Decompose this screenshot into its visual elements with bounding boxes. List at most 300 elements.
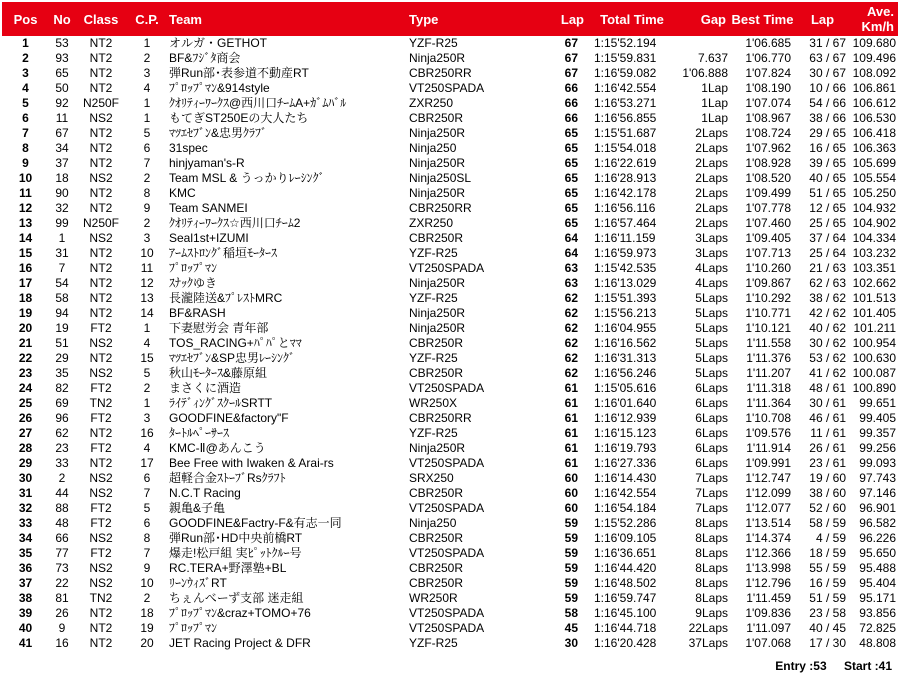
cell-cp: 17 bbox=[140, 456, 154, 470]
cell-pos: 23 bbox=[18, 366, 33, 380]
cell-cp: 6 bbox=[143, 471, 151, 485]
cell-no: 92 bbox=[55, 96, 69, 110]
cell-pos: 40 bbox=[18, 621, 33, 635]
cell-best-time: 1'12.099 bbox=[745, 486, 791, 500]
cell-pos: 28 bbox=[18, 441, 33, 455]
cell-best-time: 1'14.374 bbox=[745, 531, 791, 545]
cell-cp: 20 bbox=[140, 636, 154, 650]
cell-class: NS2 bbox=[89, 111, 113, 125]
cell-class: FT2 bbox=[90, 441, 112, 455]
table-row bbox=[2, 531, 898, 546]
cell-lap: 58 bbox=[564, 606, 578, 620]
cell-ave-kmh: 97.743 bbox=[859, 471, 896, 485]
cell-pos: 6 bbox=[22, 111, 29, 125]
cell-pos: 4 bbox=[22, 81, 29, 95]
cell-pos: 34 bbox=[18, 531, 33, 545]
cell-team: オルガ・GETHOT bbox=[169, 36, 267, 50]
cell-gap: 4Laps bbox=[695, 261, 728, 275]
cell-cp: 6 bbox=[143, 141, 151, 155]
cell-total-time: 1:15'51.687 bbox=[594, 126, 657, 140]
cell-pos: 36 bbox=[18, 561, 33, 575]
cell-type: VT250SPADA bbox=[409, 606, 485, 620]
cell-gap: 2Laps bbox=[695, 126, 728, 140]
cell-pos: 41 bbox=[18, 636, 33, 650]
cell-total-time: 1:15'54.018 bbox=[594, 141, 657, 155]
cell-total-time: 1:16'56.855 bbox=[594, 111, 657, 125]
cell-pos: 9 bbox=[22, 156, 29, 170]
cell-no: 29 bbox=[55, 351, 69, 365]
cell-lap: 60 bbox=[564, 501, 578, 515]
cell-no: 19 bbox=[55, 321, 69, 335]
cell-team: N.C.T Racing bbox=[169, 486, 241, 500]
cell-class: NT2 bbox=[89, 306, 113, 320]
cell-team: hinjyaman's-R bbox=[169, 156, 245, 170]
cell-pos: 20 bbox=[18, 321, 33, 335]
cell-class: NT2 bbox=[89, 156, 113, 170]
table-row bbox=[2, 606, 898, 621]
cell-best-time: 1'11.558 bbox=[746, 336, 791, 350]
cell-no: 2 bbox=[58, 471, 66, 485]
cell-no: 51 bbox=[55, 336, 69, 350]
cell-pos: 13 bbox=[18, 216, 33, 230]
table-row bbox=[2, 81, 898, 96]
cell-lap: 63 bbox=[564, 261, 578, 275]
cell-cp: 8 bbox=[143, 531, 151, 545]
cell-class: NS2 bbox=[89, 471, 113, 485]
cell-best-lap: 48 / 61 bbox=[809, 381, 846, 395]
cell-best-lap: 39 / 65 bbox=[809, 156, 846, 170]
cell-lap: 61 bbox=[564, 441, 578, 455]
cell-ave-kmh: 96.901 bbox=[859, 501, 896, 515]
cell-type: CBR250R bbox=[409, 111, 464, 125]
table-row bbox=[2, 51, 898, 66]
cell-best-time: 1'06.685 bbox=[745, 36, 791, 50]
cell-best-time: 1'08.967 bbox=[745, 111, 791, 125]
cell-cp: 1 bbox=[143, 396, 151, 410]
header-row bbox=[2, 2, 898, 36]
cell-best-lap: 55 / 59 bbox=[809, 561, 846, 575]
cell-best-time: 1'09.991 bbox=[745, 456, 791, 470]
results-table bbox=[2, 2, 898, 651]
cell-no: 66 bbox=[55, 531, 69, 545]
cell-no: 77 bbox=[55, 546, 69, 560]
cell-total-time: 1:16'48.502 bbox=[594, 576, 657, 590]
cell-ave-kmh: 104.902 bbox=[852, 216, 896, 230]
cell-total-time: 1:16'04.955 bbox=[594, 321, 657, 335]
cell-gap: 5Laps bbox=[695, 336, 728, 350]
cell-team: 弾Run部･表参道不動産RT bbox=[169, 66, 309, 80]
cell-total-time: 1:16'59.747 bbox=[594, 591, 657, 605]
cell-cp: 3 bbox=[143, 411, 151, 425]
cell-pos: 14 bbox=[18, 231, 33, 245]
cell-gap: 3Laps bbox=[695, 231, 728, 245]
cell-type: ZXR250 bbox=[409, 216, 454, 230]
cell-best-time: 1'13.998 bbox=[745, 561, 791, 575]
cell-type: CBR250RR bbox=[409, 201, 472, 215]
cell-best-lap: 30 / 62 bbox=[809, 336, 846, 350]
header-team: Team bbox=[169, 11, 202, 27]
cell-gap: 5Laps bbox=[695, 366, 728, 380]
cell-type: Ninja250R bbox=[409, 321, 466, 335]
cell-best-lap: 18 / 59 bbox=[809, 546, 846, 560]
cell-best-time: 1'10.771 bbox=[745, 306, 791, 320]
cell-best-time: 1'08.520 bbox=[745, 171, 791, 185]
cell-gap: 7Laps bbox=[695, 471, 728, 485]
cell-lap: 62 bbox=[564, 336, 578, 350]
cell-no: 9 bbox=[58, 621, 66, 635]
cell-team: 31spec bbox=[169, 141, 208, 155]
cell-pos: 26 bbox=[18, 411, 33, 425]
cell-pos: 24 bbox=[18, 381, 33, 395]
cell-type: CBR250R bbox=[409, 531, 464, 545]
cell-ave-kmh: 101.405 bbox=[852, 306, 896, 320]
cell-lap: 59 bbox=[564, 591, 578, 605]
cell-cp: 2 bbox=[143, 381, 151, 395]
cell-ave-kmh: 93.856 bbox=[859, 606, 896, 620]
header-ave: Ave. bbox=[867, 4, 894, 19]
cell-lap: 65 bbox=[564, 216, 578, 230]
table-row bbox=[2, 66, 898, 81]
cell-best-lap: 38 / 60 bbox=[809, 486, 846, 500]
cell-team: RC.TERA+野澤塾+BL bbox=[169, 561, 287, 575]
cell-type: Ninja250 bbox=[409, 141, 457, 155]
cell-ave-kmh: 99.357 bbox=[859, 426, 896, 440]
table-row bbox=[2, 186, 898, 201]
cell-team: ﾗｲﾃﾞｨﾝｸﾞｽｸｰﾙSRTT bbox=[169, 396, 273, 410]
cell-best-lap: 17 / 30 bbox=[809, 636, 846, 650]
cell-ave-kmh: 101.513 bbox=[852, 291, 896, 305]
cell-best-time: 1'07.068 bbox=[745, 636, 791, 650]
cell-best-lap: 12 / 65 bbox=[809, 201, 846, 215]
cell-class: NT2 bbox=[89, 36, 113, 50]
table-row bbox=[2, 291, 898, 306]
cell-best-time: 1'07.778 bbox=[745, 201, 791, 215]
cell-best-time: 1'12.796 bbox=[745, 576, 791, 590]
cell-team: まさくに酒造 bbox=[169, 381, 242, 395]
cell-cp: 10 bbox=[140, 576, 154, 590]
cell-cp: 2 bbox=[143, 591, 151, 605]
cell-lap: 61 bbox=[564, 381, 578, 395]
cell-best-lap: 25 / 65 bbox=[809, 216, 846, 230]
cell-team: 爆走!松戸組 実ﾋﾟｯﾄｸﾙｰ号 bbox=[169, 546, 302, 560]
cell-team: ﾏﾂｴｾﾌﾞﾝ&SP忠男ﾚｰｼﾝｸﾞ bbox=[169, 351, 296, 365]
cell-no: 31 bbox=[55, 246, 69, 260]
cell-cp: 12 bbox=[140, 276, 154, 290]
cell-team: ﾌﾟﾛｯﾌﾟﾏﾝ&914style bbox=[169, 81, 270, 95]
cell-type: Ninja250SL bbox=[409, 171, 472, 185]
cell-best-time: 1'09.836 bbox=[745, 606, 791, 620]
cell-gap: 6Laps bbox=[695, 456, 728, 470]
cell-cp: 1 bbox=[143, 111, 151, 125]
cell-team: 長瀧陸送&ﾌﾟﾚｽﾄMRC bbox=[169, 291, 283, 305]
cell-pos: 12 bbox=[18, 201, 33, 215]
cell-pos: 29 bbox=[18, 456, 33, 470]
cell-total-time: 1:16'56.116 bbox=[594, 201, 656, 215]
cell-ave-kmh: 104.334 bbox=[852, 231, 896, 245]
cell-best-time: 1'07.824 bbox=[745, 66, 791, 80]
cell-best-time: 1'08.928 bbox=[745, 156, 791, 170]
cell-no: 1 bbox=[58, 231, 66, 245]
cell-lap: 65 bbox=[564, 171, 578, 185]
cell-gap: 6Laps bbox=[695, 426, 728, 440]
cell-type: YZF-R25 bbox=[409, 426, 458, 440]
table-row bbox=[2, 516, 898, 531]
cell-class: NT2 bbox=[89, 621, 113, 635]
cell-gap: 8Laps bbox=[695, 546, 728, 560]
cell-team: ﾌﾟﾛｯﾌﾟﾏﾝ bbox=[169, 621, 218, 635]
cell-cp: 2 bbox=[143, 51, 151, 65]
cell-total-time: 1:16'14.430 bbox=[594, 471, 657, 485]
cell-team: ｽﾅｯｸゆき bbox=[169, 276, 218, 290]
table-row bbox=[2, 366, 898, 381]
cell-best-time: 1'10.708 bbox=[745, 411, 791, 425]
cell-total-time: 1:15'52.286 bbox=[594, 516, 657, 530]
cell-team: BF&RASH bbox=[169, 306, 226, 320]
cell-lap: 65 bbox=[564, 141, 578, 155]
cell-total-time: 1:16'01.640 bbox=[594, 396, 657, 410]
cell-gap: 7.637 bbox=[697, 51, 728, 65]
table-row bbox=[2, 546, 898, 561]
cell-team: 親亀&子亀 bbox=[169, 501, 226, 515]
cell-gap: 2Laps bbox=[695, 141, 728, 155]
header-ave-kmh bbox=[850, 2, 898, 36]
cell-total-time: 1:16'13.029 bbox=[594, 276, 657, 290]
cell-team: ﾌﾟﾛｯﾌﾟﾏﾝ&craz+TOMO+76 bbox=[169, 606, 311, 620]
cell-lap: 67 bbox=[564, 51, 578, 65]
cell-cp: 8 bbox=[143, 186, 151, 200]
cell-no: 58 bbox=[55, 291, 69, 305]
cell-ave-kmh: 95.488 bbox=[859, 561, 896, 575]
cell-team: ちぇんべーず支部 迷走組 bbox=[169, 591, 304, 605]
cell-cp: 11 bbox=[140, 261, 154, 275]
cell-team: ﾌﾟﾛｯﾌﾟﾏﾝ bbox=[169, 261, 218, 275]
cell-class: N250F bbox=[82, 96, 120, 110]
cell-best-lap: 19 / 60 bbox=[809, 471, 846, 485]
cell-pos: 7 bbox=[22, 126, 29, 140]
cell-no: 18 bbox=[55, 171, 69, 185]
cell-gap: 1'06.888 bbox=[682, 66, 728, 80]
cell-class: NS2 bbox=[89, 171, 113, 185]
cell-best-time: 1'11.318 bbox=[746, 381, 791, 395]
cell-class: FT2 bbox=[90, 411, 112, 425]
cell-best-lap: 38 / 62 bbox=[809, 291, 846, 305]
cell-best-time: 1'10.121 bbox=[745, 321, 791, 335]
header-class: Class bbox=[83, 11, 119, 27]
cell-no: 65 bbox=[55, 66, 69, 80]
cell-no: 32 bbox=[55, 201, 69, 215]
cell-best-lap: 46 / 61 bbox=[809, 411, 846, 425]
cell-best-time: 1'09.867 bbox=[745, 276, 791, 290]
cell-team: KMC-Ⅱ@あんこう bbox=[169, 441, 266, 455]
cell-team: ｸｵﾘﾃｨｰﾜｰｸｽ@西川口ﾁｰﾑA+ｶﾞﾑﾊﾞﾙ bbox=[169, 96, 347, 110]
cell-gap: 2Laps bbox=[695, 171, 728, 185]
cell-ave-kmh: 106.530 bbox=[852, 111, 896, 125]
cell-cp: 4 bbox=[143, 81, 151, 95]
cell-type: SRX250 bbox=[409, 471, 454, 485]
cell-pos: 10 bbox=[18, 171, 33, 185]
cell-type: VT250SPADA bbox=[409, 261, 485, 275]
cell-best-time: 1'07.962 bbox=[745, 141, 791, 155]
cell-best-lap: 16 / 59 bbox=[809, 576, 846, 590]
cell-lap: 59 bbox=[564, 561, 578, 575]
cell-class: NS2 bbox=[89, 366, 113, 380]
cell-lap: 45 bbox=[564, 621, 578, 635]
cell-no: 35 bbox=[55, 366, 69, 380]
cell-total-time: 1:16'27.336 bbox=[594, 456, 657, 470]
table-row bbox=[2, 96, 898, 111]
cell-class: NS2 bbox=[89, 561, 113, 575]
cell-best-lap: 51 / 65 bbox=[809, 186, 846, 200]
cell-best-time: 1'09.576 bbox=[745, 426, 791, 440]
cell-gap: 6Laps bbox=[695, 441, 728, 455]
cell-team: BF&ﾌｼﾞﾀ商会 bbox=[169, 51, 241, 65]
cell-lap: 66 bbox=[564, 111, 578, 125]
cell-no: 22 bbox=[55, 576, 69, 590]
cell-ave-kmh: 48.808 bbox=[859, 636, 896, 650]
table-row bbox=[2, 591, 898, 606]
table-row bbox=[2, 471, 898, 486]
cell-lap: 60 bbox=[564, 486, 578, 500]
cell-lap: 65 bbox=[564, 186, 578, 200]
cell-gap: 5Laps bbox=[695, 291, 728, 305]
cell-lap: 59 bbox=[564, 516, 578, 530]
cell-pos: 30 bbox=[18, 471, 33, 485]
cell-cp: 14 bbox=[140, 306, 154, 320]
cell-pos: 21 bbox=[18, 336, 33, 350]
cell-gap: 2Laps bbox=[695, 186, 728, 200]
cell-no: 90 bbox=[55, 186, 69, 200]
cell-type: VT250SPADA bbox=[409, 501, 485, 515]
cell-no: 48 bbox=[55, 516, 69, 530]
cell-team: Team MSL & うっかりﾚｰｼﾝｸﾞ bbox=[169, 171, 325, 185]
cell-cp: 4 bbox=[143, 441, 151, 455]
cell-class: NT2 bbox=[89, 291, 113, 305]
cell-best-lap: 4 / 59 bbox=[815, 531, 846, 545]
cell-best-lap: 52 / 60 bbox=[809, 501, 846, 515]
cell-best-lap: 53 / 62 bbox=[809, 351, 846, 365]
table-row bbox=[2, 456, 898, 471]
cell-lap: 65 bbox=[564, 201, 578, 215]
cell-lap: 64 bbox=[564, 246, 578, 260]
cell-lap: 66 bbox=[564, 81, 578, 95]
cell-best-time: 1'11.376 bbox=[746, 351, 791, 365]
cell-no: 94 bbox=[55, 306, 69, 320]
cell-total-time: 1:16'31.313 bbox=[594, 351, 657, 365]
header-best-lap: Lap bbox=[810, 11, 835, 27]
cell-type: CBR250R bbox=[409, 231, 464, 245]
cell-team: JET Racing Project & DFR bbox=[169, 636, 311, 650]
cell-class: NT2 bbox=[89, 426, 113, 440]
cell-total-time: 1:16'54.184 bbox=[594, 501, 657, 515]
cell-cp: 1 bbox=[143, 96, 151, 110]
table-row bbox=[2, 396, 898, 411]
cell-ave-kmh: 100.630 bbox=[852, 351, 896, 365]
cell-total-time: 1:16'59.082 bbox=[594, 66, 657, 80]
cell-class: NT2 bbox=[89, 126, 113, 140]
cell-no: 54 bbox=[55, 276, 69, 290]
cell-type: VT250SPADA bbox=[409, 621, 485, 635]
cell-pos: 32 bbox=[18, 501, 33, 515]
cell-total-time: 1:15'51.393 bbox=[594, 291, 657, 305]
cell-lap: 62 bbox=[564, 351, 578, 365]
cell-total-time: 1:16'45.100 bbox=[594, 606, 657, 620]
cell-total-time: 1:16'15.123 bbox=[594, 426, 657, 440]
cell-best-lap: 29 / 65 bbox=[809, 126, 846, 140]
cell-gap: 8Laps bbox=[695, 576, 728, 590]
cell-ave-kmh: 72.825 bbox=[859, 621, 896, 635]
cell-type: VT250SPADA bbox=[409, 381, 485, 395]
cell-type: Ninja250R bbox=[409, 186, 466, 200]
table-row bbox=[2, 141, 898, 156]
cell-best-lap: 41 / 62 bbox=[809, 366, 846, 380]
cell-ave-kmh: 96.582 bbox=[859, 516, 896, 530]
cell-no: 88 bbox=[55, 501, 69, 515]
cell-pos: 25 bbox=[18, 396, 33, 410]
cell-ave-kmh: 103.351 bbox=[852, 261, 896, 275]
cell-type: VT250SPADA bbox=[409, 546, 485, 560]
cell-class: NS2 bbox=[89, 576, 113, 590]
cell-class: NS2 bbox=[89, 231, 113, 245]
cell-team: GOODFINE&factory"F bbox=[169, 411, 289, 425]
cell-gap: 1Lap bbox=[701, 111, 728, 125]
cell-pos: 5 bbox=[22, 96, 29, 110]
cell-cp: 1 bbox=[143, 36, 151, 50]
cell-gap: 5Laps bbox=[695, 321, 728, 335]
cell-best-time: 1'10.260 bbox=[745, 261, 791, 275]
cell-no: 69 bbox=[55, 396, 69, 410]
cell-type: CBR250R bbox=[409, 336, 464, 350]
table-row bbox=[2, 231, 898, 246]
cell-gap: 5Laps bbox=[695, 306, 728, 320]
cell-team: ﾀｰﾄﾙﾍﾟｰｻｰｽ bbox=[169, 426, 230, 440]
cell-total-time: 1:16'19.793 bbox=[594, 441, 657, 455]
cell-no: 81 bbox=[55, 591, 69, 605]
table-row bbox=[2, 441, 898, 456]
table-row bbox=[2, 621, 898, 636]
cell-total-time: 1:16'53.271 bbox=[594, 96, 657, 110]
cell-lap: 61 bbox=[564, 411, 578, 425]
cell-pos: 3 bbox=[22, 66, 29, 80]
cell-lap: 30 bbox=[564, 636, 578, 650]
cell-cp: 2 bbox=[143, 171, 151, 185]
cell-total-time: 1:16'36.651 bbox=[594, 546, 657, 560]
cell-ave-kmh: 105.699 bbox=[852, 156, 896, 170]
cell-gap: 2Laps bbox=[695, 216, 728, 230]
cell-total-time: 1:16'57.464 bbox=[594, 216, 657, 230]
cell-pos: 35 bbox=[18, 546, 33, 560]
cell-lap: 62 bbox=[564, 306, 578, 320]
cell-pos: 31 bbox=[18, 486, 33, 500]
cell-class: FT2 bbox=[90, 546, 112, 560]
cell-cp: 9 bbox=[143, 201, 151, 215]
cell-best-lap: 31 / 67 bbox=[809, 36, 846, 50]
cell-class: NT2 bbox=[89, 51, 113, 65]
cell-total-time: 1:15'05.616 bbox=[594, 381, 657, 395]
cell-type: YZF-R25 bbox=[409, 291, 458, 305]
cell-gap bbox=[672, 36, 730, 51]
cell-lap: 61 bbox=[564, 426, 578, 440]
cell-cp: 16 bbox=[140, 426, 154, 440]
cell-total-time: 1:16'16.562 bbox=[594, 336, 657, 350]
cell-cp: 1 bbox=[143, 321, 151, 335]
cell-no: 53 bbox=[55, 36, 69, 50]
cell-ave-kmh: 105.250 bbox=[852, 186, 896, 200]
table-row bbox=[2, 336, 898, 351]
table-row bbox=[2, 426, 898, 441]
cell-ave-kmh: 109.496 bbox=[852, 51, 896, 65]
cell-gap: 7Laps bbox=[695, 486, 728, 500]
cell-no: 50 bbox=[55, 81, 69, 95]
